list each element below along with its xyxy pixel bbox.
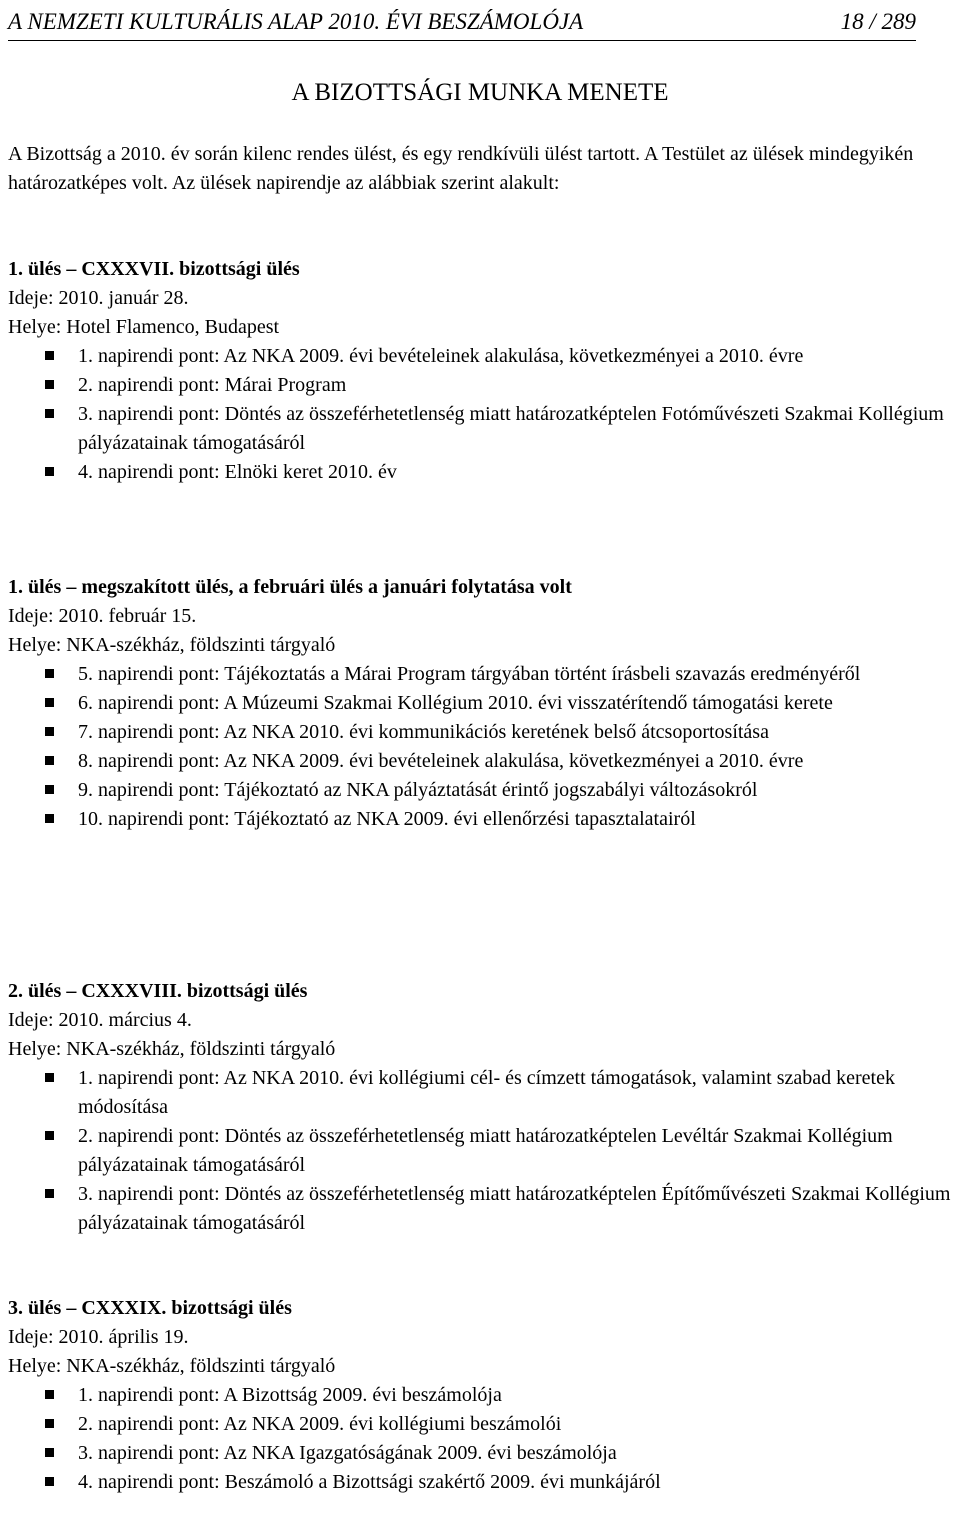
agenda-item-text: 3. napirendi pont: Döntés az összeférhetetlenség miatt határozatképtelen Fotóművészeti Szakmai Kollégium pályázatainak támogatásáról [78,403,944,454]
agenda-item [8,400,958,458]
bullet-square-icon [45,467,54,476]
agenda-item [8,718,958,747]
bullet-square-icon [45,380,54,389]
agenda-item [8,747,958,776]
session-block [8,977,958,1238]
bullet-square-icon [45,1073,54,1082]
bullet-square-icon [45,1390,54,1399]
agenda-item [8,689,958,718]
agenda-item [8,458,958,487]
agenda-item-text: 1. napirendi pont: Az NKA 2009. évi bevételeinek alakulása, következményei a 2010. évre [78,345,804,367]
agenda-item-text: 9. napirendi pont: Tájékoztató az NKA pályáztatását érintő jogszabályi változásokról [78,779,758,801]
session-place: Helye: NKA-székház, földszinti tárgyaló [8,634,336,656]
agenda-item-text: 1. napirendi pont: Az NKA 2010. évi kollégiumi cél- és címzett támogatások, valamint szabad keretek módosítása [78,1067,895,1118]
agenda-item [8,1381,958,1410]
agenda-item [8,805,958,834]
agenda-item [8,1468,958,1497]
agenda-list [8,1064,958,1238]
session-date: Ideje: 2010. január 28. [8,287,189,309]
agenda-item [8,1410,958,1439]
agenda-item [8,660,958,689]
agenda-list [8,1381,958,1497]
agenda-list [8,342,958,487]
agenda-item-text: 5. napirendi pont: Tájékoztatás a Márai Program tárgyában történt írásbeli szavazás eredményéről [78,663,861,685]
bullet-square-icon [45,814,54,823]
running-header [8,4,916,41]
header-title: A NEMZETI KULTURÁLIS ALAP 2010. ÉVI BESZÁMOLÓJA [8,9,584,34]
agenda-item-text: 3. napirendi pont: Döntés az összeférhetetlenség miatt határozatképtelen Építőművészeti Szakmai Kollégium pályázatainak támogatásáról [78,1183,951,1234]
bullet-square-icon [45,669,54,678]
session-heading: 1. ülés – CXXXVII. bizottsági ülés [8,258,300,280]
agenda-item-text: 7. napirendi pont: Az NKA 2010. évi kommunikációs keretének belső átcsoportosítása [78,721,769,743]
agenda-item-text: 8. napirendi pont: Az NKA 2009. évi bevételeinek alakulása, következményei a 2010. évre [78,750,804,772]
agenda-item-text: 10. napirendi pont: Tájékoztató az NKA 2009. évi ellenőrzési tapasztalatairól [78,808,696,830]
session-heading: 3. ülés – CXXXIX. bizottsági ülés [8,1297,292,1319]
bullet-square-icon [45,1189,54,1198]
agenda-item-text: 4. napirendi pont: Elnöki keret 2010. év [78,461,397,483]
agenda-item-text: 2. napirendi pont: Döntés az összeférhetetlenség miatt határozatképtelen Levéltár Szakmai Kollégium pályázatainak támogatásáról [78,1125,893,1176]
agenda-item [8,371,958,400]
agenda-item-text: 2. napirendi pont: Az NKA 2009. évi kollégiumi beszámolói [78,1413,562,1435]
bullet-square-icon [45,698,54,707]
session-heading: 2. ülés – CXXXVIII. bizottsági ülés [8,980,308,1002]
session-block [8,573,958,834]
agenda-item [8,1122,958,1180]
agenda-item-text: 6. napirendi pont: A Múzeumi Szakmai Kollégium 2010. évi visszatérítendő támogatási kerete [78,692,833,714]
session-date: Ideje: 2010. március 4. [8,1009,192,1031]
session-date: Ideje: 2010. április 19. [8,1326,189,1348]
agenda-item [8,776,958,805]
intro-paragraph: A Bizottság a 2010. év során kilenc rendes ülést, és egy rendkívüli ülést tartott. A Testület az ülések mindegyikén határozatképes volt. Az ülések napirendje az alábbiak szerint alakult: [8,143,914,194]
bullet-square-icon [45,1419,54,1428]
agenda-item [8,1064,958,1122]
section-title: A BIZOTTSÁGI MUNKA MENETE [291,79,669,106]
agenda-item-text: 4. napirendi pont: Beszámoló a Bizottsági szakértő 2009. évi munkájáról [78,1471,661,1493]
bullet-square-icon [45,785,54,794]
bullet-square-icon [45,1477,54,1486]
session-heading: 1. ülés – megszakított ülés, a februári ülés a januári folytatása volt [8,576,572,598]
agenda-item-text: 2. napirendi pont: Márai Program [78,374,347,396]
session-place: Helye: NKA-székház, földszinti tárgyaló [8,1355,336,1377]
bullet-square-icon [45,409,54,418]
agenda-item-text: 1. napirendi pont: A Bizottság 2009. évi beszámolója [78,1384,502,1406]
bullet-square-icon [45,727,54,736]
agenda-item [8,1439,958,1468]
agenda-item [8,1180,958,1238]
bullet-square-icon [45,1131,54,1140]
session-block [8,1294,958,1497]
agenda-item-text: 3. napirendi pont: Az NKA Igazgatóságának 2009. évi beszámolója [78,1442,617,1464]
session-place: Helye: Hotel Flamenco, Budapest [8,316,280,338]
bullet-square-icon [45,756,54,765]
bullet-square-icon [45,351,54,360]
agenda-item [8,342,958,371]
session-date: Ideje: 2010. február 15. [8,605,197,627]
agenda-list [8,660,958,834]
session-block [8,255,958,487]
page-number: 18 / 289 [840,9,916,34]
session-place: Helye: NKA-székház, földszinti tárgyaló [8,1038,336,1060]
bullet-square-icon [45,1448,54,1457]
